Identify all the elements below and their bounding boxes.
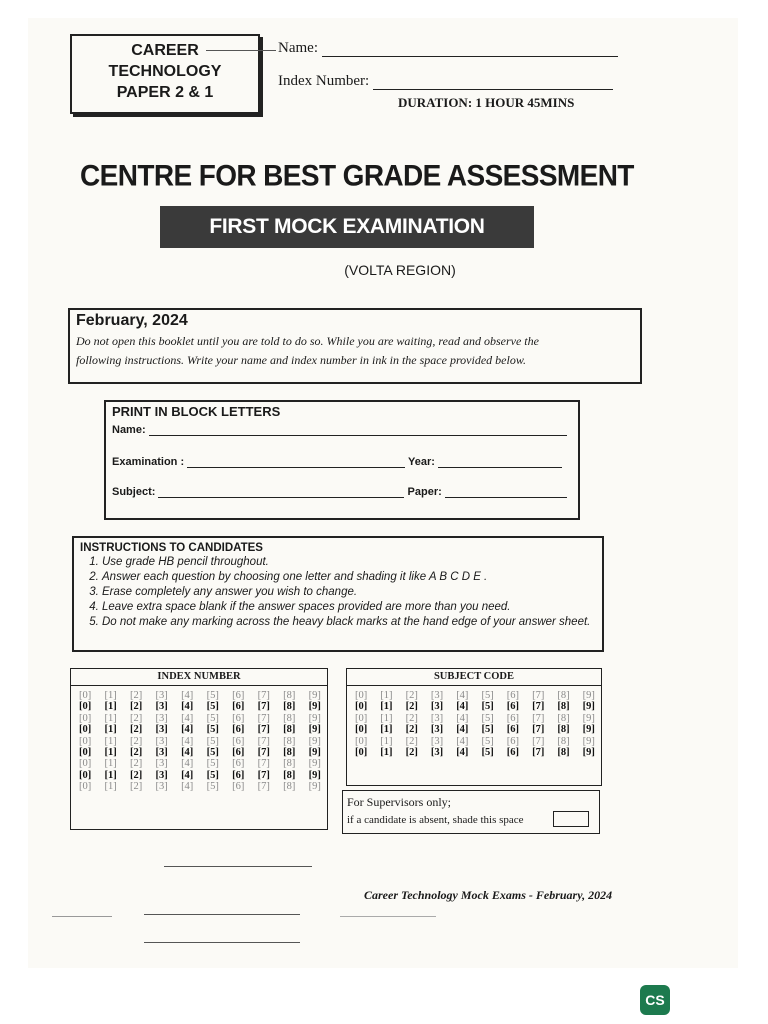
instructions-list: [80, 555, 596, 630]
digit-bubble[interactable]: [8]: [283, 712, 296, 724]
digit-bubble[interactable]: [9]: [308, 735, 321, 747]
instruction-item: 3. Erase completely any answer you wish to change.: [102, 585, 596, 600]
digit-bubble[interactable]: [3]: [155, 690, 168, 701]
digit-bubble[interactable]: [1]: [380, 690, 393, 701]
digit-bubble[interactable]: [4]: [181, 690, 194, 701]
digit-bubble[interactable]: [0]: [79, 735, 92, 747]
digit-bubble[interactable]: [8]: [283, 781, 296, 793]
digit-bubble[interactable]: [1]: [380, 712, 393, 724]
subject-code-bubbles: [347, 686, 601, 758]
digit-bubble[interactable]: [8]: [557, 724, 570, 736]
digit-bubble[interactable]: [1]: [104, 758, 117, 770]
digit-bubble[interactable]: [3]: [430, 724, 444, 736]
supervisor-line-1: For Supervisors only;: [347, 795, 452, 809]
digit-bubble[interactable]: [8]: [283, 701, 296, 713]
digit-bubble[interactable]: [5]: [481, 724, 494, 736]
decorative-line: [340, 916, 436, 917]
digit-bubble[interactable]: [3]: [430, 690, 444, 701]
digit-bubble[interactable]: [4]: [456, 747, 469, 759]
bubble-row: [79, 758, 321, 769]
digit-bubble[interactable]: [2]: [130, 758, 143, 770]
digit-bubble[interactable]: [3]: [155, 712, 168, 724]
subject-line-1: CAREER: [131, 42, 199, 59]
decorative-line: [164, 866, 312, 867]
form-name-line: [149, 435, 567, 436]
subject-line-3: PAPER 2 & 1: [116, 84, 214, 101]
subject-title-box: [70, 34, 260, 114]
digit-bubble[interactable]: [8]: [283, 747, 296, 759]
digit-bubble[interactable]: [5]: [206, 735, 219, 747]
digit-bubble[interactable]: [4]: [456, 701, 469, 713]
bubble-row: [79, 724, 321, 735]
digit-bubble[interactable]: [7]: [532, 701, 545, 713]
candidate-form: [104, 400, 580, 520]
digit-bubble[interactable]: [5]: [206, 781, 219, 793]
bubble-row: [79, 690, 321, 701]
form-year-line: [438, 467, 562, 468]
instruction-item: 2. Answer each question by choosing one letter and shading it like A B C D E .: [102, 570, 596, 585]
digit-bubble[interactable]: [7]: [257, 781, 270, 793]
digit-bubble[interactable]: [7]: [532, 735, 545, 747]
form-examination-field[interactable]: [112, 456, 562, 468]
digit-bubble[interactable]: [6]: [506, 747, 520, 759]
digit-bubble[interactable]: [7]: [257, 701, 270, 713]
digit-bubble[interactable]: [7]: [532, 724, 545, 736]
form-subject-line: [158, 497, 404, 498]
digit-bubble[interactable]: [1]: [104, 781, 117, 793]
digit-bubble[interactable]: [1]: [380, 747, 393, 759]
digit-bubble[interactable]: [7]: [257, 712, 270, 724]
subject-code-title: SUBJECT CODE: [347, 669, 601, 686]
connector-line: [206, 50, 276, 51]
digit-bubble[interactable]: [6]: [506, 701, 520, 713]
digit-bubble[interactable]: [9]: [308, 781, 321, 793]
camscanner-logo: CS: [640, 985, 670, 1015]
form-name-field[interactable]: [112, 424, 567, 436]
digit-bubble[interactable]: [5]: [481, 747, 494, 759]
digit-bubble[interactable]: [3]: [430, 735, 444, 747]
digit-bubble[interactable]: [2]: [405, 690, 418, 701]
digit-bubble[interactable]: [9]: [582, 724, 595, 736]
digit-bubble[interactable]: [4]: [456, 690, 469, 701]
digit-bubble[interactable]: [8]: [557, 712, 570, 724]
bubble-row: [355, 736, 595, 747]
digit-bubble[interactable]: [2]: [130, 769, 143, 781]
decorative-line: [144, 942, 300, 943]
digit-bubble[interactable]: [2]: [130, 781, 143, 793]
notice-text: [76, 332, 634, 370]
decorative-line: [52, 916, 112, 917]
digit-bubble[interactable]: [5]: [206, 690, 219, 701]
digit-bubble[interactable]: [3]: [430, 747, 444, 759]
supervisor-line-2: if a candidate is absent, shade this space: [347, 814, 524, 826]
digit-bubble[interactable]: [1]: [380, 735, 393, 747]
form-subject-label: Subject:: [112, 486, 156, 498]
bubble-row: [355, 701, 595, 712]
digit-bubble[interactable]: [6]: [232, 724, 245, 736]
digit-bubble[interactable]: [7]: [532, 747, 545, 759]
digit-bubble[interactable]: [6]: [232, 690, 245, 701]
decorative-line: [144, 914, 300, 915]
instruction-item: 1. Use grade HB pencil throughout.: [102, 555, 596, 570]
digit-bubble[interactable]: [3]: [155, 781, 168, 793]
exam-banner: FIRST MOCK EXAMINATION: [160, 206, 534, 248]
digit-bubble[interactable]: [9]: [582, 735, 595, 747]
header-name-field[interactable]: [278, 40, 618, 57]
digit-bubble[interactable]: [7]: [257, 724, 270, 736]
digit-bubble[interactable]: [1]: [104, 724, 117, 736]
digit-bubble[interactable]: [1]: [104, 712, 117, 724]
digit-bubble[interactable]: [5]: [481, 735, 494, 747]
digit-bubble[interactable]: [9]: [308, 701, 321, 713]
region-label: [0, 262, 768, 278]
digit-bubble[interactable]: [4]: [456, 712, 469, 724]
index-number-grid: [70, 668, 328, 830]
digit-bubble[interactable]: [0]: [79, 724, 92, 736]
digit-bubble[interactable]: [8]: [557, 701, 570, 713]
instructions-title: INSTRUCTIONS TO CANDIDATES: [80, 542, 263, 554]
digit-bubble[interactable]: [5]: [481, 690, 494, 701]
digit-bubble[interactable]: [9]: [308, 758, 321, 770]
digit-bubble[interactable]: [9]: [582, 701, 595, 713]
digit-bubble[interactable]: [9]: [582, 690, 595, 701]
digit-bubble[interactable]: [2]: [405, 701, 418, 713]
form-year-label: Year:: [408, 456, 435, 468]
digit-bubble[interactable]: [6]: [232, 747, 245, 759]
footer-text: Career Technology Mock Exams - February, 2024: [364, 888, 613, 902]
digit-bubble[interactable]: [6]: [232, 701, 245, 713]
supervisor-box: [342, 790, 600, 834]
header-index-label: Index Number:: [278, 73, 370, 89]
digit-bubble[interactable]: [5]: [206, 769, 219, 781]
digit-bubble[interactable]: [3]: [155, 758, 168, 770]
bubble-row: [79, 781, 321, 792]
digit-bubble[interactable]: [8]: [283, 769, 296, 781]
digit-bubble[interactable]: [9]: [308, 690, 321, 701]
digit-bubble[interactable]: [0]: [79, 701, 92, 713]
digit-bubble[interactable]: [7]: [257, 690, 270, 701]
digit-bubble[interactable]: [2]: [405, 712, 418, 724]
digit-bubble[interactable]: [2]: [130, 690, 143, 701]
digit-bubble[interactable]: [0]: [79, 690, 92, 701]
centre-title: CENTRE FOR BEST GRADE ASSESSMENT: [80, 159, 634, 192]
digit-bubble[interactable]: [1]: [104, 769, 117, 781]
subject-code-grid: [346, 668, 602, 786]
digit-bubble[interactable]: [1]: [380, 701, 393, 713]
digit-bubble[interactable]: [2]: [405, 735, 418, 747]
digit-bubble[interactable]: [7]: [257, 735, 270, 747]
bubble-row: [355, 724, 595, 735]
bubble-row: [79, 770, 321, 781]
digit-bubble[interactable]: [7]: [257, 758, 270, 770]
form-paper-line: [445, 497, 567, 498]
digit-bubble[interactable]: [0]: [79, 781, 92, 793]
subject-line-2: TECHNOLOGY: [108, 63, 222, 80]
digit-bubble[interactable]: [5]: [481, 701, 494, 713]
digit-bubble[interactable]: [9]: [308, 724, 321, 736]
digit-bubble[interactable]: [6]: [232, 769, 245, 781]
digit-bubble[interactable]: [1]: [104, 701, 117, 713]
digit-bubble[interactable]: [4]: [181, 769, 194, 781]
digit-bubble[interactable]: [4]: [181, 747, 194, 759]
digit-bubble[interactable]: [3]: [155, 724, 168, 736]
bubble-row: [79, 713, 321, 724]
notice-box: [68, 308, 642, 384]
instructions-box: [72, 536, 604, 652]
digit-bubble[interactable]: [7]: [257, 747, 270, 759]
digit-bubble[interactable]: [5]: [481, 712, 494, 724]
digit-bubble[interactable]: [0]: [355, 724, 368, 736]
digit-bubble[interactable]: [8]: [283, 724, 296, 736]
bubble-row: [79, 701, 321, 712]
digit-bubble[interactable]: [9]: [582, 712, 595, 724]
digit-bubble[interactable]: [5]: [206, 712, 219, 724]
digit-bubble[interactable]: [3]: [155, 747, 168, 759]
digit-bubble[interactable]: [4]: [181, 781, 194, 793]
digit-bubble[interactable]: [1]: [104, 690, 117, 701]
header-name-label: Name:: [278, 40, 318, 56]
header-index-line: [373, 89, 613, 90]
bubble-row: [79, 747, 321, 758]
digit-bubble[interactable]: [8]: [283, 735, 296, 747]
digit-bubble[interactable]: [6]: [232, 781, 245, 793]
digit-bubble[interactable]: [3]: [430, 701, 444, 713]
header-name-line: [322, 56, 618, 57]
digit-bubble[interactable]: [2]: [405, 747, 418, 759]
digit-bubble[interactable]: [0]: [355, 712, 368, 724]
digit-bubble[interactable]: [6]: [506, 712, 520, 724]
digit-bubble[interactable]: [8]: [557, 735, 570, 747]
digit-bubble[interactable]: [5]: [206, 701, 219, 713]
digit-bubble[interactable]: [8]: [557, 690, 570, 701]
digit-bubble[interactable]: [7]: [532, 690, 545, 701]
digit-bubble[interactable]: [0]: [79, 747, 92, 759]
digit-bubble[interactable]: [4]: [181, 712, 194, 724]
bubble-row: [355, 690, 595, 701]
digit-bubble[interactable]: [5]: [206, 747, 219, 759]
notice-line-1: Do not open this booklet until you are told to do so. While you are waiting, read and observe the: [76, 334, 539, 348]
instruction-item: 5. Do not make any marking across the heavy black marks at the hand edge of your answer sheet.: [102, 615, 596, 630]
digit-bubble[interactable]: [7]: [257, 769, 270, 781]
digit-bubble[interactable]: [2]: [130, 712, 143, 724]
form-examination-label: Examination :: [112, 456, 185, 468]
digit-bubble[interactable]: [1]: [380, 724, 393, 736]
digit-bubble[interactable]: [6]: [506, 690, 520, 701]
digit-bubble[interactable]: [6]: [232, 758, 245, 770]
digit-bubble[interactable]: [1]: [104, 735, 117, 747]
absent-shade-box[interactable]: [553, 811, 589, 827]
form-paper-label: Paper:: [407, 486, 442, 498]
form-title: PRINT IN BLOCK LETTERS: [112, 404, 281, 419]
digit-bubble[interactable]: [2]: [130, 747, 143, 759]
digit-bubble[interactable]: [3]: [155, 769, 168, 781]
digit-bubble[interactable]: [4]: [181, 758, 194, 770]
digit-bubble[interactable]: [0]: [355, 735, 368, 747]
digit-bubble[interactable]: [6]: [232, 735, 245, 747]
digit-bubble[interactable]: [6]: [232, 712, 245, 724]
bubble-row: [355, 747, 595, 758]
digit-bubble[interactable]: [4]: [181, 735, 194, 747]
digit-bubble[interactable]: [2]: [130, 701, 143, 713]
bubble-row: [79, 736, 321, 747]
digit-bubble[interactable]: [9]: [308, 712, 321, 724]
bubble-row: [355, 713, 595, 724]
digit-bubble[interactable]: [9]: [308, 747, 321, 759]
form-subject-field[interactable]: [112, 486, 567, 498]
digit-bubble[interactable]: [3]: [155, 735, 168, 747]
digit-bubble[interactable]: [8]: [283, 758, 296, 770]
form-examination-line: [187, 467, 405, 468]
digit-bubble[interactable]: [7]: [532, 712, 545, 724]
digit-bubble[interactable]: [8]: [557, 747, 570, 759]
digit-bubble[interactable]: [1]: [104, 747, 117, 759]
digit-bubble[interactable]: [4]: [456, 724, 469, 736]
digit-bubble[interactable]: [0]: [79, 758, 92, 770]
digit-bubble[interactable]: [2]: [130, 735, 143, 747]
exam-date: February, 2024: [76, 312, 188, 329]
form-name-label: Name:: [112, 424, 146, 436]
notice-line-2: following instructions. Write your name and index number in ink in the space provided below.: [76, 353, 526, 367]
digit-bubble[interactable]: [9]: [308, 769, 321, 781]
digit-bubble[interactable]: [5]: [206, 724, 219, 736]
index-number-bubbles: [71, 686, 327, 793]
digit-bubble[interactable]: [4]: [181, 724, 194, 736]
instruction-item: 4. Leave extra space blank if the answer spaces provided are more than you need.: [102, 600, 596, 615]
digit-bubble[interactable]: [2]: [130, 724, 143, 736]
digit-bubble[interactable]: [4]: [456, 735, 469, 747]
digit-bubble[interactable]: [3]: [155, 701, 168, 713]
digit-bubble[interactable]: [2]: [405, 724, 418, 736]
header-index-field[interactable]: [278, 73, 613, 90]
digit-bubble[interactable]: [0]: [355, 701, 368, 713]
duration-text: DURATION: 1 HOUR 45MINS: [398, 95, 575, 110]
region-text: (VOLTA REGION): [344, 262, 456, 278]
digit-bubble[interactable]: [0]: [355, 747, 368, 759]
digit-bubble[interactable]: [9]: [582, 747, 595, 759]
digit-bubble[interactable]: [6]: [506, 735, 520, 747]
digit-bubble[interactable]: [0]: [79, 769, 92, 781]
digit-bubble[interactable]: [4]: [181, 701, 194, 713]
index-number-title: INDEX NUMBER: [71, 669, 327, 686]
digit-bubble[interactable]: [3]: [430, 712, 444, 724]
digit-bubble[interactable]: [8]: [283, 690, 296, 701]
digit-bubble[interactable]: [5]: [206, 758, 219, 770]
digit-bubble[interactable]: [6]: [506, 724, 520, 736]
digit-bubble[interactable]: [0]: [355, 690, 368, 701]
digit-bubble[interactable]: [0]: [79, 712, 92, 724]
